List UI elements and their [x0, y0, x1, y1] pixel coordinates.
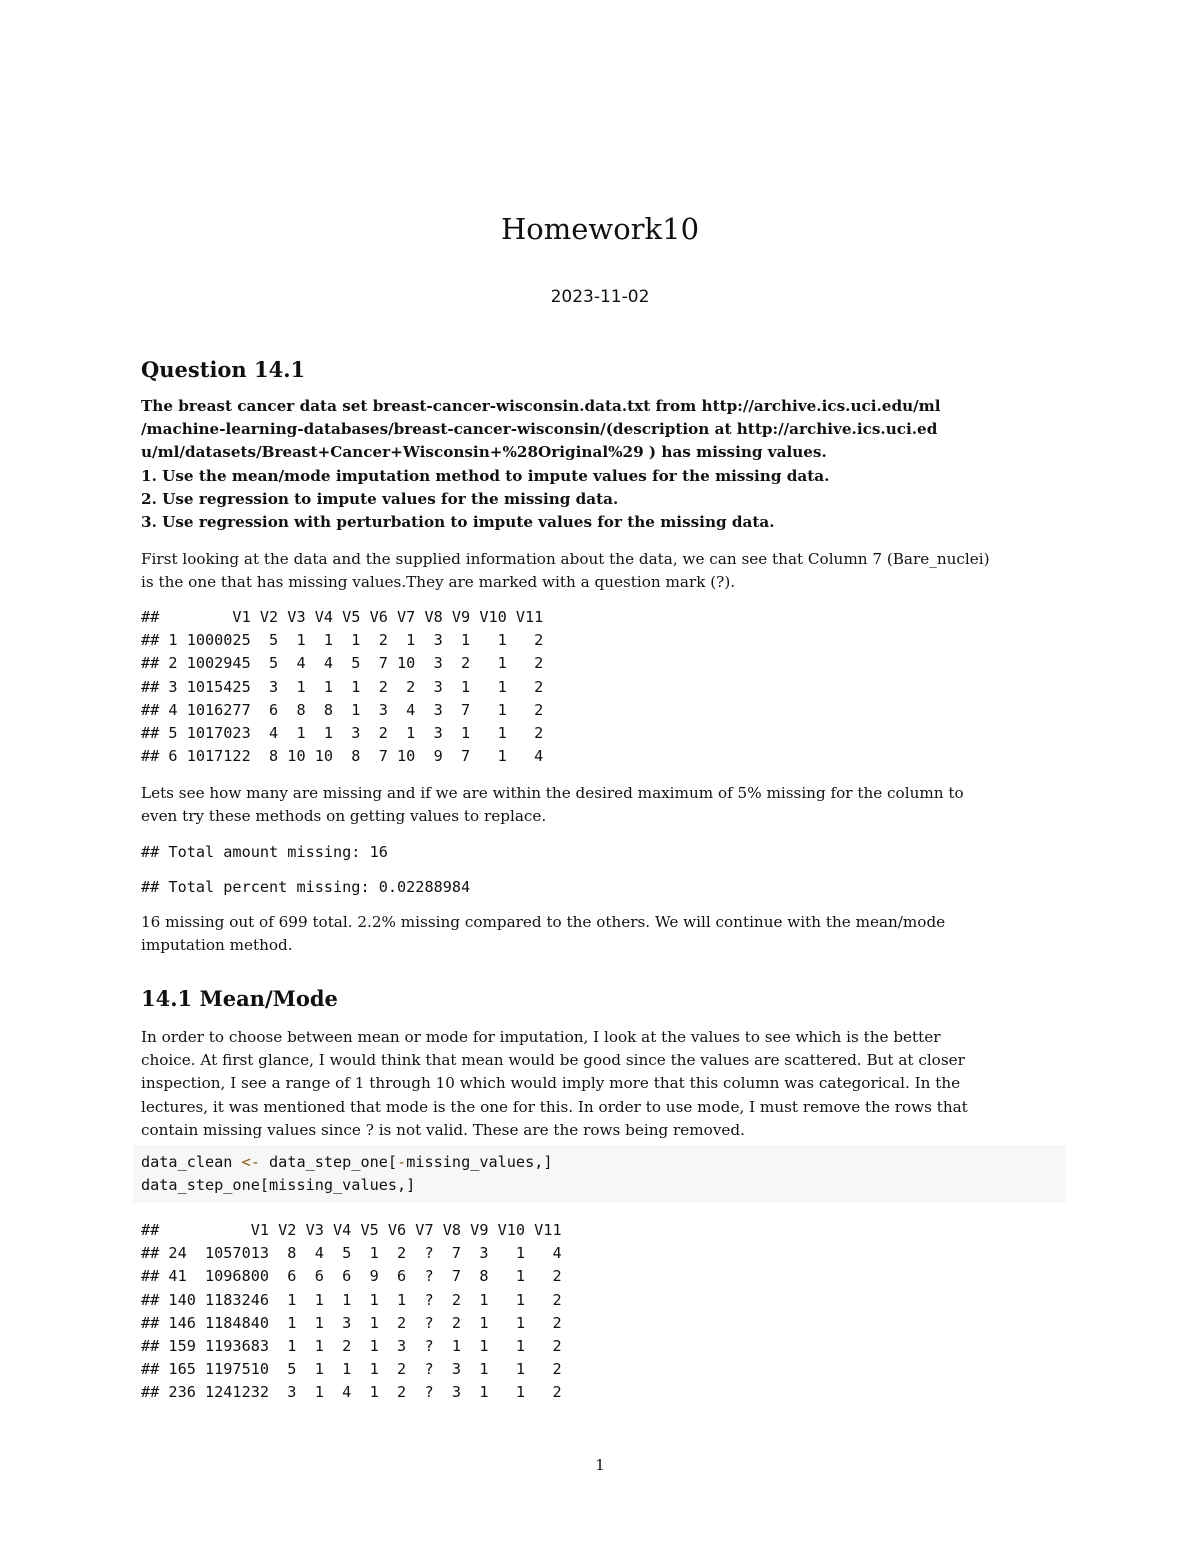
question-line: /machine-learning-databases/breast-cancer-wisconsin/(description at http://archive.ics.uci.ed — [141, 420, 938, 439]
table-row: ## 140 1183246 1 1 1 1 1 ? 2 1 1 2 — [141, 1290, 562, 1309]
question-line: 2. Use regression to impute values for the missing data. — [141, 489, 619, 508]
question-line: 3. Use regression with perturbation to impute values for the missing data. — [141, 513, 775, 532]
code-token: data_clean — [141, 1153, 242, 1171]
missing-count-output — [141, 841, 388, 864]
table-row: ## 165 1197510 5 1 1 1 2 ? 3 1 1 2 — [141, 1360, 562, 1379]
missing-percent-output — [141, 876, 470, 899]
table-row: ## 6 1017122 8 10 10 8 7 10 9 7 1 4 — [141, 747, 544, 766]
paragraph-line: imputation method. — [141, 936, 293, 955]
question-line: The breast cancer data set breast-cancer-wisconsin.data.txt from http://archive.ics.uci.edu/ml — [141, 397, 941, 415]
table-row: ## 5 1017023 4 1 1 3 2 1 3 1 1 2 — [141, 724, 544, 743]
code-line: data_step_one[missing_values,] — [141, 1176, 416, 1195]
page-number: 1 — [595, 1456, 605, 1474]
output-line: ## Total amount missing: 16 — [141, 843, 388, 861]
paragraph-line: even try these methods on getting values to replace. — [141, 807, 547, 826]
document-title: Homework10 — [500, 212, 700, 246]
table-row: ## 4 1016277 6 8 8 1 3 4 3 7 1 2 — [141, 700, 544, 719]
table-row: ## 146 1184840 1 1 3 1 2 ? 2 1 1 2 — [141, 1313, 562, 1332]
paragraph-line: contain missing values since ? is not valid. These are the rows being removed. — [141, 1120, 745, 1139]
paragraph-line: lectures, it was mentioned that mode is the one for this. In order to use mode, I must remove the rows that — [141, 1097, 968, 1116]
code-token: data_step_one[ — [259, 1153, 398, 1171]
assign-operator: <- — [241, 1153, 260, 1171]
data-head-output — [141, 606, 543, 768]
table-row: ## 41 1096800 6 6 6 9 6 ? 7 8 1 2 — [141, 1267, 562, 1286]
code-line — [141, 1151, 1058, 1174]
question-heading: Question 14.1 — [141, 357, 306, 382]
paragraph-line: First looking at the data and the supplied information about the data, we can see that Column 7 (Bare_nuclei) — [141, 550, 990, 568]
paragraph-line: Lets see how many are missing and if we are within the desired maximum of 5% missing for the column to — [141, 784, 964, 802]
paragraph-line: inspection, I see a range of 1 through 10 which would imply more that this column was categorical. In the — [141, 1074, 961, 1093]
code-token: missing_values,] — [406, 1153, 553, 1171]
minus-operator: - — [397, 1153, 407, 1171]
table-row: ## 159 1193683 1 1 2 1 3 ? 1 1 1 2 — [141, 1337, 562, 1356]
table-row: ## 1 1000025 5 1 1 1 2 1 3 1 1 2 — [141, 631, 544, 650]
question-line: 1. Use the mean/mode imputation method to impute values for the missing data. — [141, 466, 830, 485]
missing-rows-output — [141, 1219, 562, 1405]
output-line: ## Total percent missing: 0.02288984 — [141, 878, 471, 896]
question-line: u/ml/datasets/Breast+Cancer+Wisconsin+%28Original%29 ) has missing values. — [141, 443, 827, 462]
table-row: ## 24 1057013 8 4 5 1 2 ? 7 3 1 4 — [141, 1244, 562, 1263]
table-row: ## 3 1015425 3 1 1 1 2 2 3 1 1 2 — [141, 677, 544, 696]
paragraph-line: In order to choose between mean or mode for imputation, I look at the values to see which is the better — [141, 1028, 941, 1046]
paragraph-summary — [141, 911, 1063, 957]
section-heading: 14.1 Mean/Mode — [141, 986, 338, 1011]
paragraph-intro — [141, 548, 1063, 594]
table-header: ## V1 V2 V3 V4 V5 V6 V7 V8 V9 V10 V11 — [141, 608, 544, 626]
document-date: 2023-11-02 — [550, 287, 650, 307]
code-block — [133, 1145, 1066, 1203]
paragraph-line: 16 missing out of 699 total. 2.2% missing compared to the others. We will continue with the mean/mode — [141, 913, 946, 931]
table-header: ## V1 V2 V3 V4 V5 V6 V7 V8 V9 V10 V11 — [141, 1221, 562, 1239]
table-row: ## 2 1002945 5 4 4 5 7 10 3 2 1 2 — [141, 654, 544, 673]
question-text — [141, 395, 1063, 534]
paragraph-line: choice. At first glance, I would think that mean would be good since the values are scattered. But at closer — [141, 1051, 965, 1070]
table-row: ## 236 1241232 3 1 4 1 2 ? 3 1 1 2 — [141, 1383, 562, 1402]
paragraph-missing-check — [141, 782, 1063, 828]
paragraph-line: is the one that has missing values.They are marked with a question mark (?). — [141, 573, 736, 592]
paragraph-mean-mode — [141, 1026, 1063, 1142]
